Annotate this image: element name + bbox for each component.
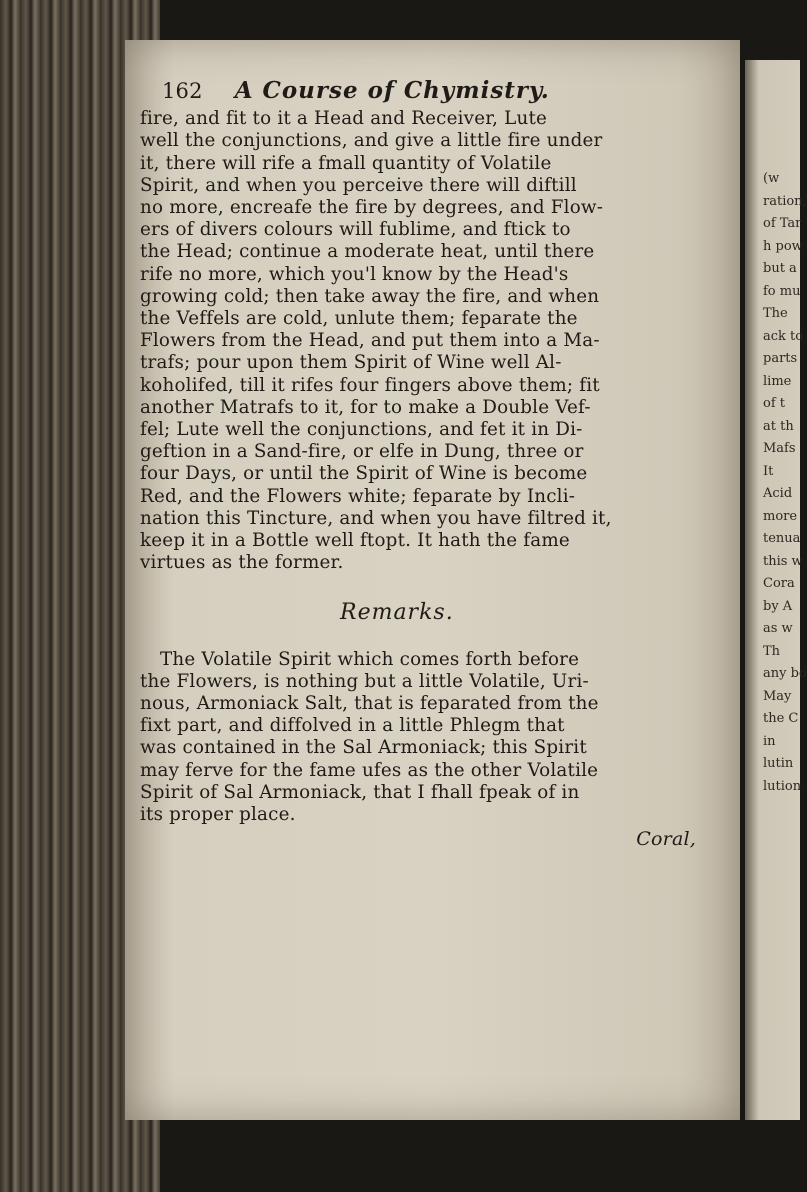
text-line: keep it in a Bottle well ftopt. It hath the fame xyxy=(140,530,570,552)
text-line: Spirit of Sal Armoniack, that I fhall fpeak of in xyxy=(140,781,580,803)
adjacent-page-fragment: lime xyxy=(763,373,792,389)
text-line: fixt part, and diffolved in a little Phlegm that xyxy=(140,715,565,737)
text-line: it, there will rife a fmall quantity of Volatile xyxy=(140,152,552,174)
text-line: nous, Armoniack Salt, that is feparated from the xyxy=(140,693,599,715)
adjacent-page-fragment: ration, xyxy=(763,193,807,209)
adjacent-page-fragment: of t xyxy=(763,396,785,411)
text-line: the Head; continue a moderate heat, until there xyxy=(140,241,595,263)
text-line: the Flowers, is nothing but a little Volatile, Uri- xyxy=(140,670,589,692)
adjacent-page-fragment: (w xyxy=(763,171,780,186)
text-line: geftion in a Sand-fire, or elfe in Dung, three or xyxy=(140,441,584,463)
adjacent-page-fragment: but a xyxy=(763,261,797,276)
text-line: Flowers from the Head, and put them into a Ma- xyxy=(140,330,600,352)
page-header xyxy=(140,77,740,104)
adjacent-page-fragment: h pow xyxy=(763,238,803,254)
text-line: koholifed, till it rifes four fingers above them; fit xyxy=(140,374,600,396)
paragraph-procedure xyxy=(140,108,740,574)
text-line: may ferve for the fame ufes as the other Volatile xyxy=(140,759,599,781)
adjacent-page-fragment: The xyxy=(763,306,788,321)
adjacent-page-fragment: May xyxy=(763,688,792,704)
text-line: fire, and fit to it a Head and Receiver, Lute xyxy=(140,108,548,130)
adjacent-page-text xyxy=(745,168,807,798)
remarks-heading: Remarks. xyxy=(340,600,454,626)
adjacent-page-fragment: Acid xyxy=(763,486,793,501)
adjacent-page-fragment: the C xyxy=(763,711,799,726)
adjacent-page-fragment: Cora xyxy=(763,576,795,591)
running-title: A Course of Chymistry. xyxy=(234,77,550,104)
text-line: ers of divers colours will fublime, and ftick to xyxy=(140,219,571,241)
text-line: rife no more, which you'l know by the Head's xyxy=(140,263,569,285)
text-line: The Volatile Spirit which comes forth before xyxy=(160,648,580,670)
text-line: another Matrafs to it, for to make a Double Vef- xyxy=(140,396,591,418)
text-line: well the conjunctions, and give a little fire under xyxy=(140,130,603,152)
text-line: the Veffels are cold, unlute them; feparate the xyxy=(140,308,578,330)
text-line: Red, and the Flowers white; feparate by Incli- xyxy=(140,485,576,507)
adjacent-page-fragment: tenua xyxy=(763,531,801,546)
adjacent-page-fragment: any bo xyxy=(763,666,807,681)
text-line: virtues as the former. xyxy=(140,552,344,574)
adjacent-page-fragment: this w xyxy=(763,553,803,569)
adjacent-page-fragment: lutin xyxy=(763,756,794,771)
adjacent-page-fragment: lution xyxy=(763,778,802,794)
adjacent-page-fragment: Th xyxy=(763,643,781,659)
text-line: was contained in the Sal Armoniack; this Spirit xyxy=(140,737,587,759)
catchword: Coral, xyxy=(636,828,696,851)
adjacent-page-fragment: fo mu xyxy=(763,283,801,299)
adjacent-page-fragment: more xyxy=(763,508,798,524)
text-line: trafs; pour upon them Spirit of Wine well Al- xyxy=(140,352,562,374)
adjacent-page-fragment: by A xyxy=(763,598,793,614)
adjacent-page-fragment: parts xyxy=(763,351,798,366)
text-line: nation this Tincture, and when you have filtred it, xyxy=(140,507,612,529)
text-line: Spirit, and when you perceive there will diftill xyxy=(140,174,577,196)
page-number: 162 xyxy=(162,79,203,103)
adjacent-page-sliver xyxy=(745,60,807,1120)
adjacent-page-fragment: as w xyxy=(763,621,793,636)
text-line: fel; Lute well the conjunctions, and fet it in Di- xyxy=(140,419,583,441)
text-line: four Days, or until the Spirit of Wine is become xyxy=(140,463,588,485)
adjacent-page-fragment: It xyxy=(763,463,774,479)
page-text xyxy=(140,77,740,851)
adjacent-page-fragment: in xyxy=(763,733,776,749)
text-line: growing cold; then take away the fire, and when xyxy=(140,285,600,307)
adjacent-page-fragment: Mafs xyxy=(763,441,796,456)
text-line: its proper place. xyxy=(140,804,296,826)
adjacent-page-fragment: of Tar xyxy=(763,216,802,231)
adjacent-page-fragment: ack to xyxy=(763,328,804,344)
adjacent-page-fragment: at th xyxy=(763,418,794,434)
paragraph-remarks xyxy=(140,649,740,827)
text-line: no more, encreafe the fire by degrees, and Flow- xyxy=(140,197,604,219)
